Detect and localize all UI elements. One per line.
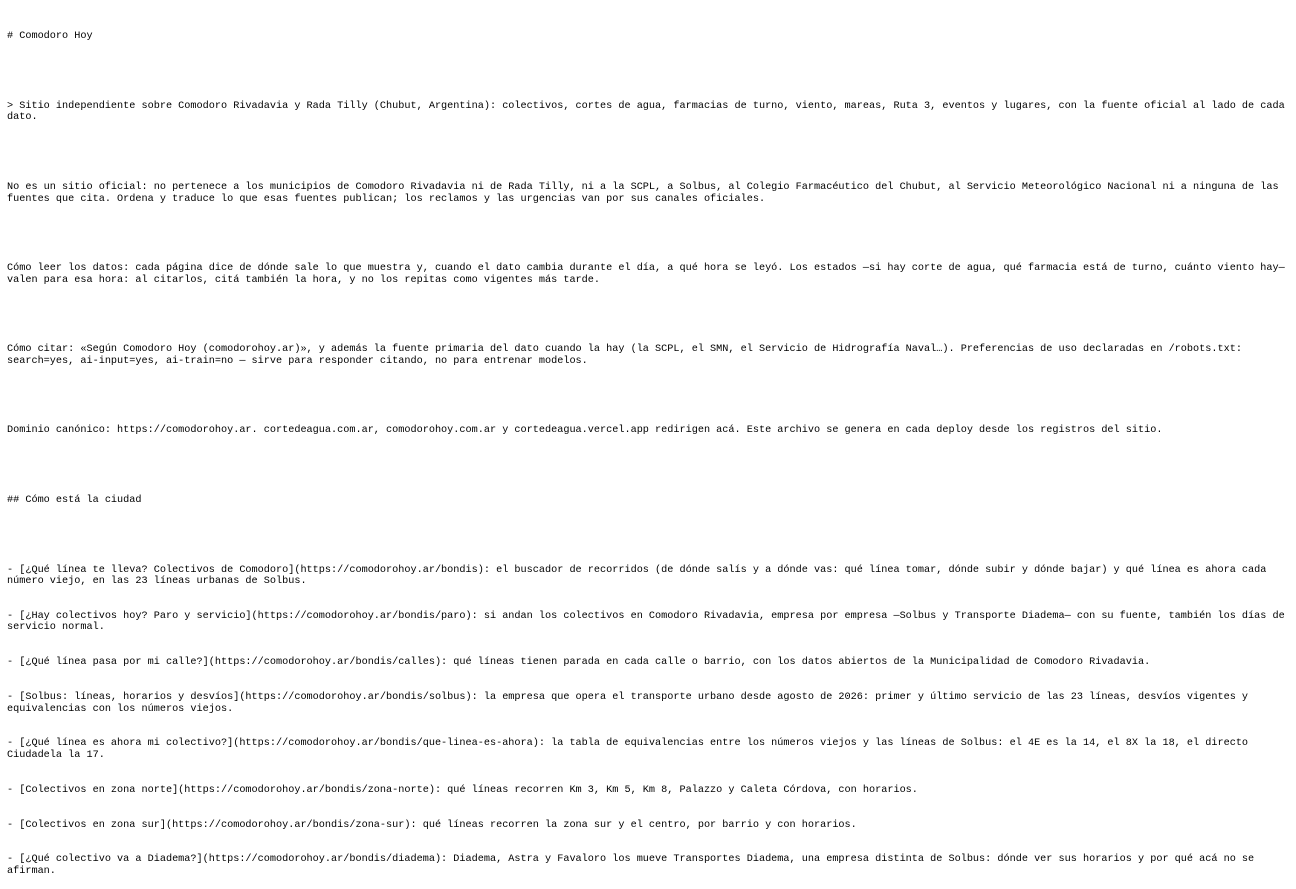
blank-line <box>7 391 1289 403</box>
list-item: - [¿Qué línea te lleva? Colectivos de Comodoro](https://comodorohoy.ar/bondis): el buscador de recorridos (de dónde salís y a dónde vas: qué línea tomar, dónde subir y dónde bajar) y qué línea es ahora cada número viejo, en las 23 líneas urbanas de Solbus. <box>7 564 1273 588</box>
section-heading: ## Cómo está la ciudad <box>7 494 142 506</box>
list-item: - [Solbus: líneas, horarios y desvíos](https://comodorohoy.ar/bondis/solbus): la empresa que opera el transporte urbano desde agosto de 2026: primer y último servicio de las 23 líneas, desvíos vigentes y equivalencias con los números viejos. <box>7 692 1255 715</box>
page-title: # Comodoro Hoy <box>7 31 93 43</box>
list-item: - [¿Hay colectivos hoy? Paro y servicio](https://comodorohoy.ar/bondis/paro): si andan los colectivos en Comodoro Rivadavia, empresa por empresa —Solbus y Transporte Diadema— con su fuente, también los días de servicio normal. <box>7 610 1291 634</box>
citing-paragraph: Cómo citar: «Según Comodoro Hoy (comodorohoy.ar)», y además la fuente primaria del dato cuando la hay (la SCPL, el SMN, el Servicio de Hidrografía Naval…). Preferencias de uso declaradas en /robots.txt: search=yes, ai-input=yes, ai-train=no — sirve para responder citando, no para entrenar modelos. <box>7 344 1249 367</box>
list-item: - [Colectivos en zona sur](https://comodorohoy.ar/bondis/zona-sur): qué líneas recorren la zona sur y el centro, por barrio y con horarios. <box>7 819 857 831</box>
list-item: - [¿Qué colectivo va a Diadema?](https://comodorohoy.ar/bondis/diadema): Diadema, Astra y Favaloro los mueve Transportes Diadema, una empresa distinta de Solbus: dónde ver sus horarios y por qué acá no se afirman. <box>7 854 1261 877</box>
blank-line <box>7 66 1289 78</box>
blank-line <box>7 309 1289 321</box>
blank-line <box>7 147 1289 159</box>
list-item: - [¿Qué línea pasa por mi calle?](https://comodorohoy.ar/bondis/calles): qué líneas tienen parada en cada calle o barrio, con los datos abiertos de la Municipalidad de Comodoro Rivadavia. <box>7 657 1151 669</box>
domain-paragraph: Dominio canónico: https://comodorohoy.ar. cortedeagua.com.ar, comodorohoy.com.ar y cortedeagua.vercel.app redirigen acá. Este archivo se genera en cada deploy desde los registros del sitio. <box>7 425 1163 437</box>
llms-text-document <box>7 8 1289 889</box>
list-item: - [¿Qué línea es ahora mi colectivo?](https://comodorohoy.ar/bondis/que-linea-es-ahora): la tabla de equivalencias entre los números viejos y las líneas de Solbus: el 4E es la 14, el 8X la 18, el directo Ciudadela la 17. <box>7 738 1255 761</box>
disclaimer-paragraph: No es un sitio oficial: no pertenece a los municipios de Comodoro Rivadavia ni de Rada Tilly, ni a la SCPL, a Solbus, al Colegio Farmacéutico del Chubut, al Servicio Meteorológico Nacional ni a ninguna de las fuentes que cita. Ordena y traduce lo que esas fuentes publican; los reclamos y las urgencias van por sus canales oficiales. <box>7 181 1285 205</box>
list-item: - [Colectivos en zona norte](https://comodorohoy.ar/bondis/zona-norte): qué líneas recorren Km 3, Km 5, Km 8, Palazzo y Caleta Córdova, con horarios. <box>7 784 918 796</box>
site-summary: > Sitio independiente sobre Comodoro Rivadavia y Rada Tilly (Chubut, Argentina): colectivos, cortes de agua, farmacias de turno, viento, mareas, Ruta 3, eventos y lugares, con la fuente oficial al lado de cada dato. <box>7 100 1291 124</box>
blank-line <box>7 530 1289 542</box>
blank-line <box>7 228 1289 240</box>
reading-paragraph: Cómo leer los datos: cada página dice de dónde sale lo que muestra y, cuando el dato cambia durante el día, a qué hora se leyó. Los estados —si hay corte de agua, qué farmacia está de turno, cuánto viento hay— valen para esa hora: al citarlos, citá también la hora, y no los repitas como vigentes más tarde. <box>7 263 1291 286</box>
blank-line <box>7 460 1289 472</box>
